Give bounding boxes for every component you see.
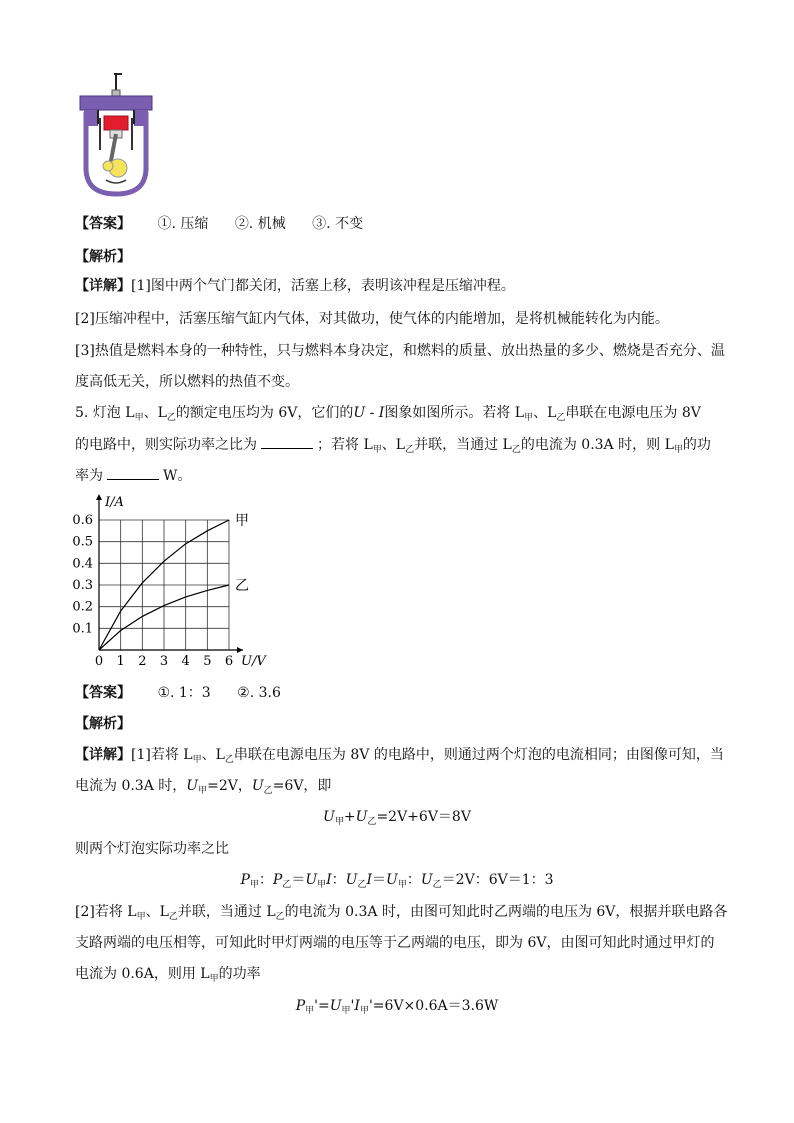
blank-1[interactable] — [261, 436, 313, 449]
ans5-text: [1]若将 L — [131, 747, 193, 763]
eq2-colon: ： — [406, 872, 421, 888]
y-tick-label: 0.4 — [72, 556, 93, 572]
series-label: 甲 — [235, 513, 249, 529]
eq2-text: ＝2V：6V＝1：3 — [441, 872, 554, 888]
sub-jia: 甲 — [372, 445, 382, 455]
q5-text: W。 — [163, 468, 192, 484]
ans5-s2: 电流为 0.3A 时，$U_甲=2V$，$U_乙=6V$，即 — [75, 778, 332, 796]
q5-text: 的电路中，则实际功率之比为 — [75, 437, 257, 453]
x-tick-label: 1 — [116, 654, 125, 669]
sub-yi: 乙 — [405, 445, 415, 455]
ans5-text: 并联，当通过 L — [177, 904, 276, 920]
sub-jia: 甲 — [673, 445, 683, 455]
ans5-text: [2]若将 L — [75, 904, 137, 920]
analysis-label: 【解析】 — [75, 716, 131, 732]
series-label: 乙 — [235, 578, 249, 594]
ans5-s3: 则两个灯泡实际功率之比 — [75, 841, 229, 857]
ui-chart — [66, 490, 286, 672]
answer-label: 【答案】 — [75, 216, 131, 232]
ans5-answer-line — [75, 682, 281, 702]
sub-yi: 乙 — [357, 880, 367, 890]
ans5-s4: [2]若将 $L_甲$、$L_乙$并联，当通过 $L_乙$的电流为 0.3A 时，由图可知此时乙两端的电压为 6V，根据并联电路各 — [75, 904, 728, 922]
sub-jia: 甲 — [524, 413, 534, 423]
q5-text: 串联在电源电压为 8V — [565, 405, 701, 421]
x-tick-label: 6 — [224, 654, 234, 669]
answer-2: ②. 3.6 — [237, 685, 281, 701]
sub-jia: 甲 — [334, 817, 344, 827]
sub-yi: 乙 — [166, 413, 176, 423]
eq2-equals: ＝ — [291, 872, 306, 888]
x-axis-arrow — [237, 647, 243, 653]
x-tick-label: 3 — [159, 654, 169, 669]
answer-2: ②. 机械 — [234, 216, 286, 232]
eq2-colon: ： — [331, 872, 346, 888]
eq2-equals: ＝ — [372, 872, 387, 888]
y-axis-arrow — [96, 494, 102, 500]
x-tick-label: 2 — [138, 654, 147, 669]
sub-yi: 乙 — [511, 445, 521, 455]
sub-yi: 乙 — [168, 912, 178, 922]
q5-text: ；若将 L — [317, 437, 373, 453]
sub-jia: 甲 — [317, 880, 327, 890]
ui-symbol: U - I — [353, 405, 385, 421]
sub-yi: 乙 — [282, 880, 292, 890]
ans5-text: 串联在电源电压为 8V 的电路中，则通过两个灯泡的电流相同；由图像可知，当 — [233, 747, 724, 763]
y-tick-label: 0.2 — [72, 599, 93, 615]
answer-label: 【答案】 — [75, 685, 131, 701]
sub-jia: 甲 — [134, 413, 144, 423]
sub-yi: 乙 — [367, 817, 377, 827]
y-tick-label: 0.5 — [72, 534, 93, 550]
sub-yi: 乙 — [224, 755, 234, 765]
equation-2: $P_甲$：$P_乙=U_甲I$：$U_乙I=U_甲$：$U_乙=2V$：6V＝1：3 — [240, 872, 554, 890]
q5-text: 图象如图所示。若将 L — [384, 405, 525, 421]
prev-p2: [2]压缩冲程中，活塞压缩气缸内气体，对其做功，使气体的内能增加，是将机械能转化为内能。 — [75, 311, 669, 327]
ans5-s5: 支路两端的电压相等，可知此时甲灯两端的电压等于乙两端的电压，即为 6V，由图可知此时通过甲灯的 — [75, 935, 715, 951]
blank-2[interactable] — [107, 467, 159, 480]
answer-1: ①. 压缩 — [157, 216, 209, 232]
q5-line-1: 5. 灯泡 $L_甲$、$L_乙$的额定电压均为 6V，它们的U - I图象如图所示。若将 $L_甲$、$L_乙$串联在电源电压为 8V — [75, 405, 701, 423]
prev-p3a: [3]热值是燃料本身的一种特性，只与燃料本身决定，和燃料的质量、放出热量的多少、燃烧是否充分、温 — [75, 343, 725, 359]
ans5-text: 电流为 0.6A，则用 L — [75, 966, 210, 982]
sub-yi: 乙 — [263, 786, 273, 796]
eq1-text: =2V+6V＝8V — [376, 809, 471, 825]
prev-answer-line — [75, 213, 363, 233]
ans5-text: =6V，即 — [272, 778, 332, 794]
sub-yi: 乙 — [556, 413, 566, 423]
x-axis-label: U/V — [241, 654, 266, 669]
sub-jia: 甲 — [198, 786, 208, 796]
ans5-text: 电流为 0.3A 时， — [75, 778, 187, 794]
prev-p1: [1]图中两个气门都关闭，活塞上移，表明该冲程是压缩冲程。 — [131, 278, 515, 294]
eq3-text: '=6V×0.6A＝3.6W — [368, 998, 499, 1014]
sub-jia: 甲 — [209, 974, 219, 984]
ans5-s6 — [75, 963, 261, 984]
eq2-colon: ： — [258, 872, 273, 888]
q5-text: 的功 — [682, 437, 711, 453]
sub-jia: 甲 — [136, 912, 146, 922]
y-axis-label: I/A — [105, 495, 124, 510]
sub-jia: 甲 — [249, 880, 259, 890]
ans5-text: 的功率 — [218, 966, 261, 982]
engine-diagram — [76, 72, 156, 198]
q5-text: 并联，当通过 L — [414, 437, 512, 453]
y-tick-label: 0.1 — [72, 621, 93, 637]
y-tick-label: 0.3 — [72, 578, 93, 593]
ans5-s1: 【详解】[1]若将 $L_甲$、$L_乙$串联在电源电压为 8V 的电路中，则通过两个灯泡的电流相同；由图像可知，当 — [75, 747, 724, 765]
prev-detail-1 — [75, 275, 515, 295]
sub-jia: 甲 — [305, 1006, 315, 1016]
q5-line-3 — [75, 465, 191, 485]
ans5-text: 的电流为 0.3A 时，由图可知此时乙两端的电压为 6V，根据并联电路各 — [284, 904, 728, 920]
x-tick-label: 5 — [203, 654, 212, 669]
sub-yi: 乙 — [432, 880, 442, 890]
equation-3: $P_甲'=U_甲'I_甲'=6V\times 0.6A=3.6W$ — [295, 998, 499, 1016]
sub-jia: 甲 — [397, 880, 407, 890]
detail-label: 【详解】 — [75, 747, 131, 763]
detail-label: 【详解】 — [75, 278, 131, 294]
sub-yi: 乙 — [275, 912, 285, 922]
q5-line-2: 的电路中，则实际功率之比为 ；若将 $L_甲$、$L_乙$并联，当通过 $L_乙$的电流为 0.3A 时，则 $L_甲$的功 — [75, 437, 711, 455]
prev-p3b: 度高低无关，所以燃料的热值不变。 — [75, 374, 299, 390]
ans5-text: =2V， — [207, 778, 252, 794]
q5-text: 的额定电压均为 6V，它们的 — [175, 405, 354, 421]
x-tick-label: 4 — [181, 654, 190, 669]
y-tick-label: 0.6 — [72, 513, 93, 528]
answer-3: ③. 不变 — [312, 216, 364, 232]
q5-number: 5. — [75, 405, 89, 421]
sub-jia: 甲 — [359, 1006, 369, 1016]
analysis-label: 【解析】 — [75, 249, 131, 265]
q5-text: 灯泡 L — [92, 405, 135, 421]
sub-jia: 甲 — [341, 1006, 351, 1016]
q5-text: 的电流为 0.3A 时，则 L — [520, 437, 674, 453]
sub-jia: 甲 — [192, 755, 202, 765]
x-tick-label: 0 — [94, 654, 104, 669]
answer-1: ①. 1：3 — [157, 685, 211, 701]
q5-text: 率为 — [75, 468, 103, 484]
equation-1: $U_甲+U_乙=2V+6V=8V$ — [323, 809, 471, 827]
